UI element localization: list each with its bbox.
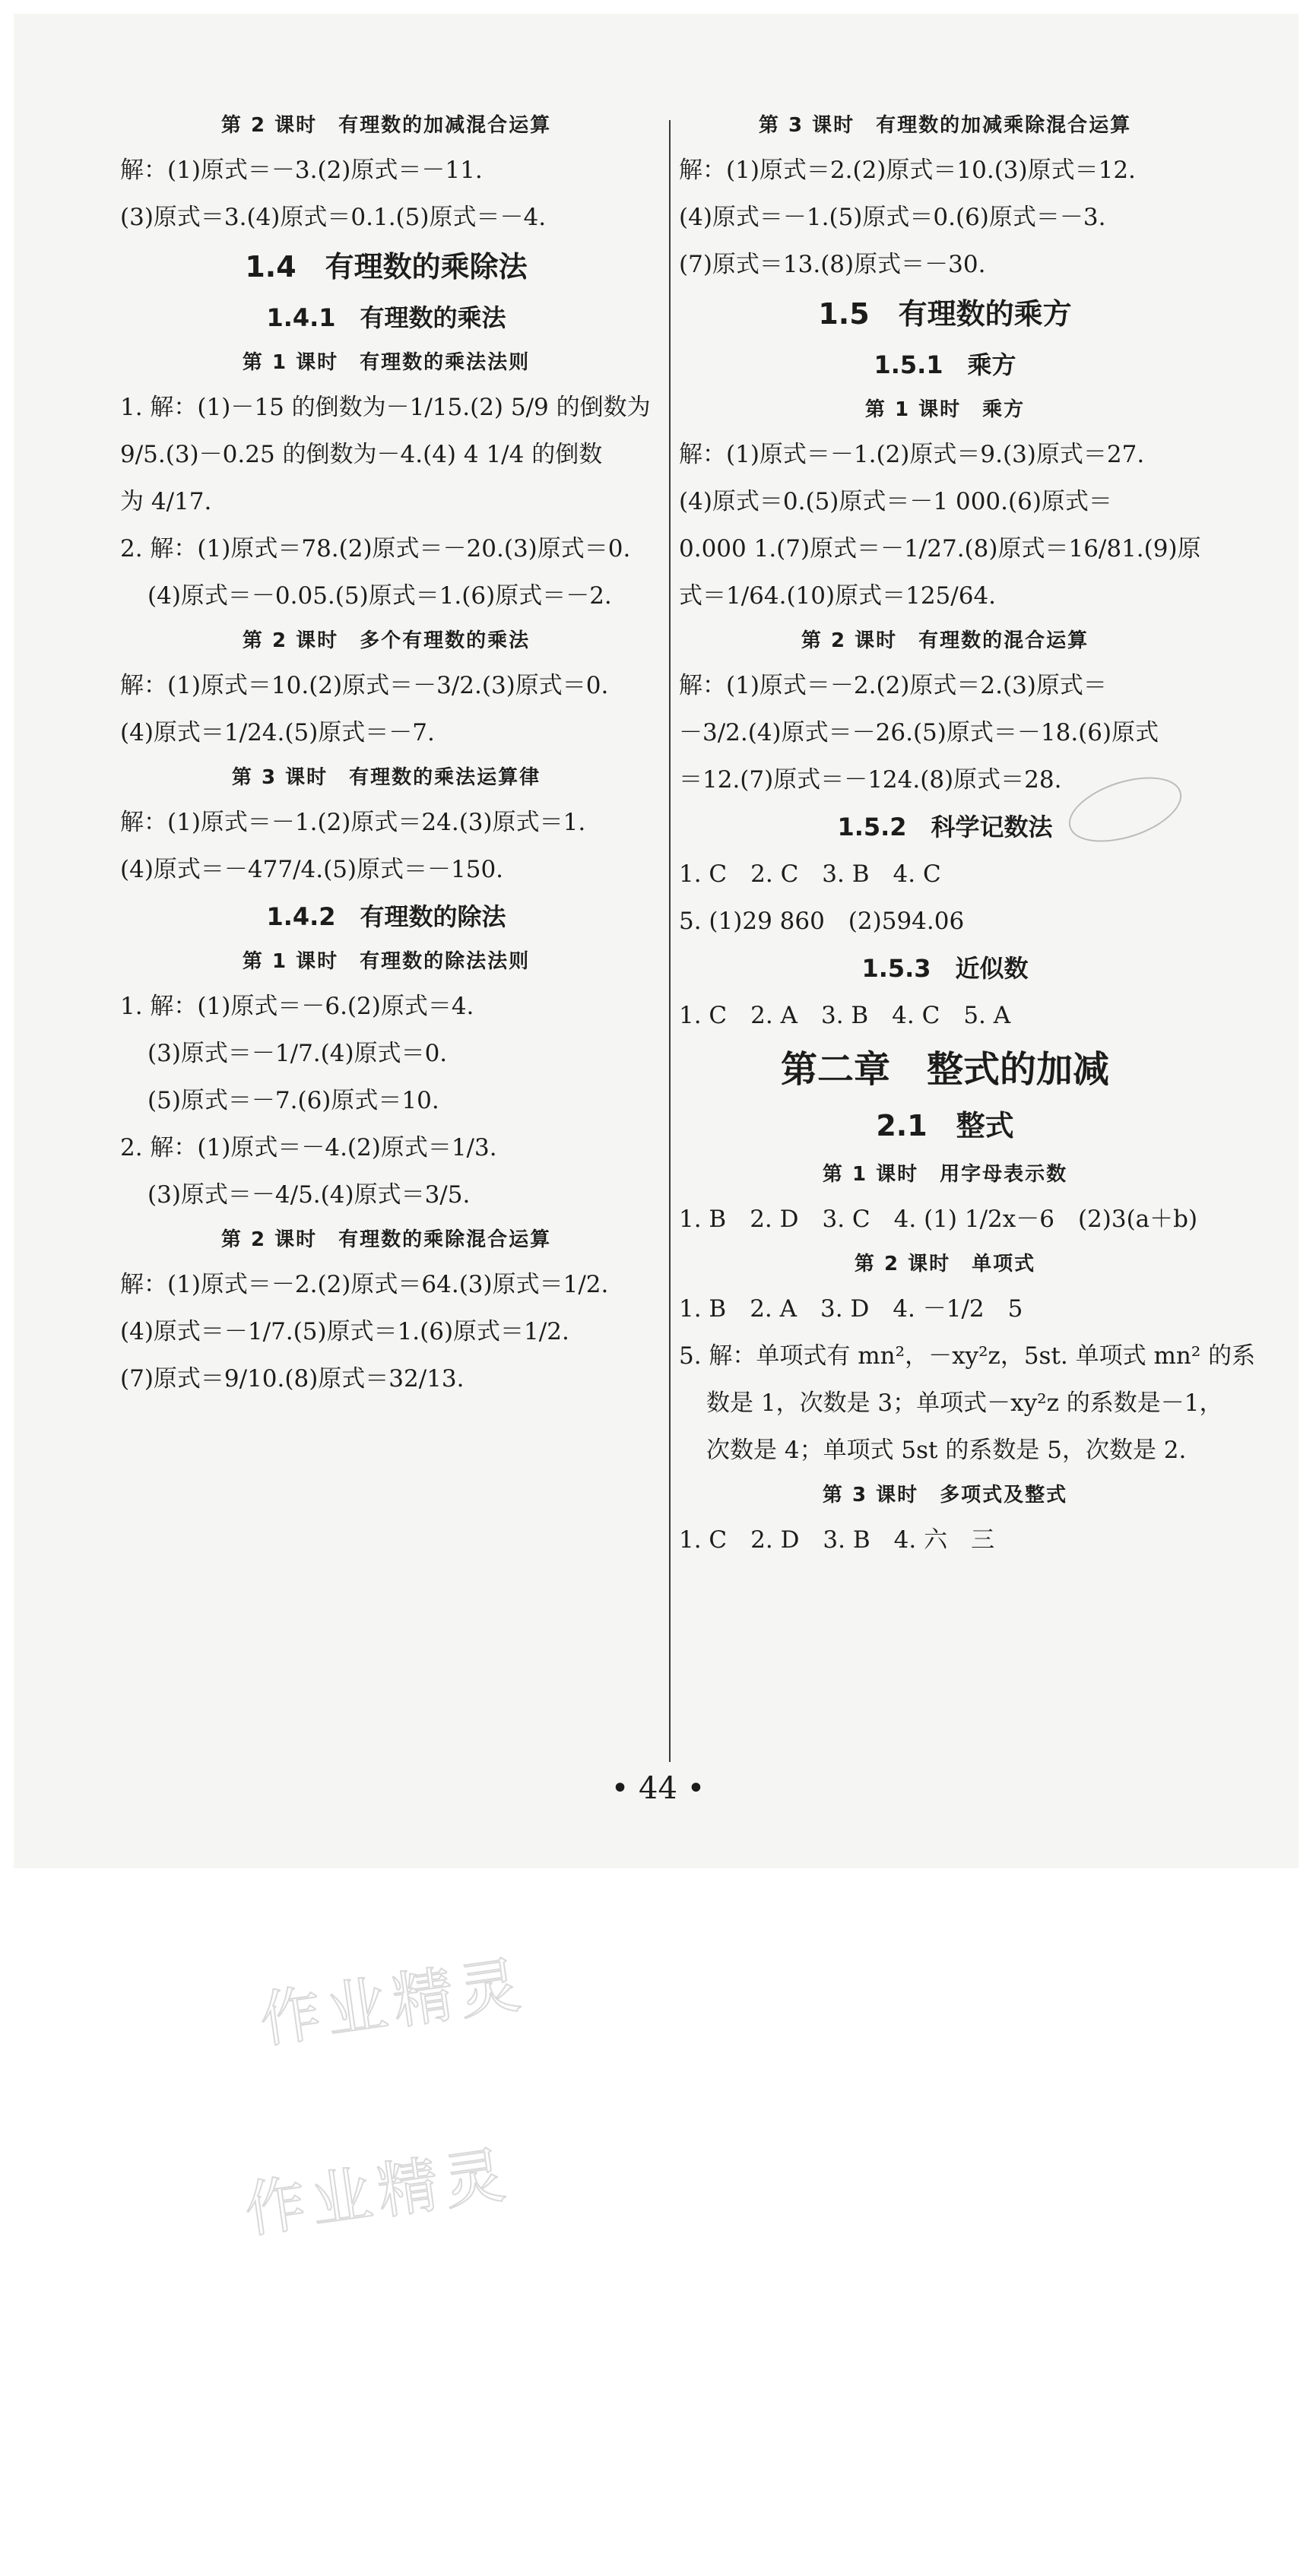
watermark-text: 作业精灵 [255,1948,531,2056]
answer-line: 1. 解：(1)原式＝－6.(2)原式＝4. [120,993,474,1020]
answer-line: 解：(1)原式＝2.(2)原式＝10.(3)原式＝12. [679,157,1136,184]
page-number: • 44 • [610,1771,706,1806]
unit-heading: 1.4 有理数的乘除法 [245,250,528,284]
answer-line: 5. (1)29 860 (2)594.06 [679,908,965,935]
lesson-heading: 第 2 课时 有理数的加减混合运算 [220,114,552,137]
answer-line: (7)原式＝9/10.(8)原式＝32/13. [120,1365,465,1393]
chapter-heading: 第二章 整式的加减 [780,1048,1109,1091]
watermark-text: 作业精灵 [240,2138,515,2246]
left-column [120,105,652,1411]
unit-heading: 2.1 整式 [876,1109,1014,1142]
lesson-heading: 第 3 课时 多项式及整式 [822,1484,1068,1507]
lesson-heading: 第 2 课时 单项式 [854,1253,1036,1275]
answer-line: (4)原式＝－0.05.(5)原式＝1.(6)原式＝－2. [147,582,612,610]
answer-line: 式＝1/64.(10)原式＝125/64. [679,582,997,610]
section-heading: 1.4.2 有理数的除法 [266,902,506,931]
answer-line: ＝12.(7)原式＝－124.(8)原式＝28. [679,766,1062,794]
answer-line: 2. 解：(1)原式＝78.(2)原式＝－20.(3)原式＝0. [120,535,631,562]
unit-heading: 1.5 有理数的乘方 [818,297,1072,331]
answer-line: (4)原式＝－1/7.(5)原式＝1.(6)原式＝1/2. [120,1318,569,1345]
answer-page [14,14,1299,1868]
answer-line: (3)原式＝－4/5.(4)原式＝3/5. [147,1181,471,1209]
answer-line: 0.000 1.(7)原式＝－1/27.(8)原式＝16/81.(9)原 [679,535,1201,562]
answer-line: 1. B 2. A 3. D 4. －1/2 5 [679,1295,1023,1323]
lesson-heading: 第 1 课时 用字母表示数 [822,1163,1068,1186]
lesson-heading: 第 2 课时 有理数的混合运算 [801,629,1089,652]
answer-line: 2. 解：(1)原式＝－4.(2)原式＝1/3. [120,1134,497,1161]
lesson-heading: 第 2 课时 有理数的乘除混合运算 [220,1228,552,1251]
answer-line: 解：(1)原式＝10.(2)原式＝－3/2.(3)原式＝0. [120,672,609,699]
column-divider [669,120,671,1762]
answer-line: 1. B 2. D 3. C 4. (1) 1/2x－6 (2)3(a＋b) [679,1206,1198,1233]
answer-line: 解：(1)原式＝－1.(2)原式＝9.(3)原式＝27. [679,441,1145,468]
answer-line: 数是 1，次数是 3；单项式－xy²z 的系数是－1， [706,1389,1223,1417]
lesson-heading: 第 1 课时 乘方 [864,398,1026,421]
lesson-heading: 第 2 课时 多个有理数的乘法 [242,629,531,652]
answer-line: 次数是 4；单项式 5st 的系数是 5，次数是 2. [706,1437,1187,1464]
answer-line: (3)原式＝3.(4)原式＝0.1.(5)原式＝－4. [120,204,547,231]
answer-line: 解：(1)原式＝－3.(2)原式＝－11. [120,157,483,184]
section-heading: 1.4.1 有理数的乘法 [266,303,506,332]
answer-line: 解：(1)原式＝－2.(2)原式＝2.(3)原式＝ [679,672,1107,699]
answer-line: 1. C 2. D 3. B 4. 六 三 [679,1526,995,1554]
section-heading: 1.5.1 乘方 [874,350,1016,379]
answer-line: －3/2.(4)原式＝－26.(5)原式＝－18.(6)原式 [679,719,1159,746]
answer-line: 1. 解：(1)－15 的倒数为－1/15.(2) 5/9 的倒数为 [120,394,651,421]
answer-line: 解：(1)原式＝－2.(2)原式＝64.(3)原式＝1/2. [120,1271,609,1298]
answer-line: 5. 解：单项式有 mn²，－xy²z，5st. 单项式 mn² 的系 [679,1342,1256,1370]
section-heading: 1.5.3 近似数 [861,954,1029,983]
lesson-heading: 第 1 课时 有理数的除法法则 [242,950,531,973]
section-heading: 1.5.2 科学记数法 [837,813,1053,841]
right-column [679,105,1256,1572]
answer-line: 解：(1)原式＝－1.(2)原式＝24.(3)原式＝1. [120,809,586,836]
answer-line: (7)原式＝13.(8)原式＝－30. [679,251,986,278]
answer-line: 为 4/17. [120,488,212,515]
lesson-heading: 第 3 课时 有理数的加减乘除混合运算 [758,114,1132,137]
answer-line: 9/5.(3)－0.25 的倒数为－4.(4) 4 1/4 的倒数 [120,441,603,468]
answer-line: 1. C 2. C 3. B 4. C [679,860,941,888]
answer-line: 1. C 2. A 3. B 4. C 5. A [679,1002,1011,1029]
answer-line: (4)原式＝－477/4.(5)原式＝－150. [120,856,504,883]
answer-line: (4)原式＝1/24.(5)原式＝－7. [120,719,435,746]
lesson-heading: 第 3 课时 有理数的乘法运算律 [231,766,541,789]
lesson-heading: 第 1 课时 有理数的乘法法则 [242,351,531,374]
answer-line: (5)原式＝－7.(6)原式＝10. [147,1087,439,1114]
answer-line: (3)原式＝－1/7.(4)原式＝0. [147,1040,448,1067]
answer-line: (4)原式＝－1.(5)原式＝0.(6)原式＝－3. [679,204,1106,231]
answer-line: (4)原式＝0.(5)原式＝－1 000.(6)原式＝ [679,488,1112,515]
